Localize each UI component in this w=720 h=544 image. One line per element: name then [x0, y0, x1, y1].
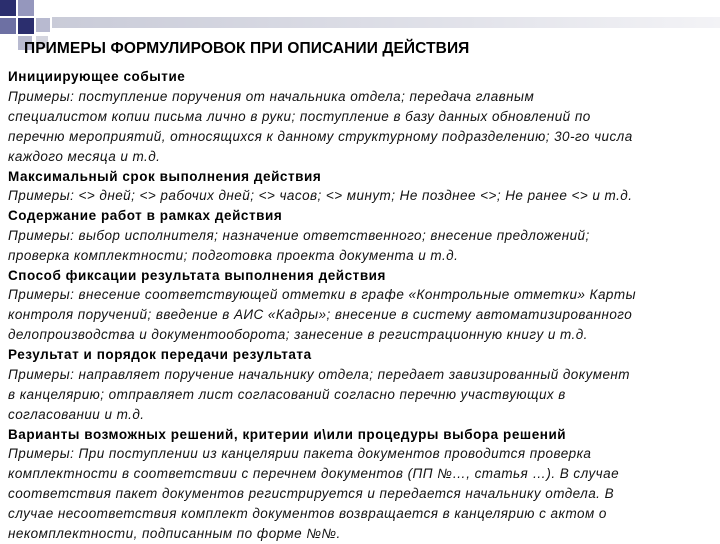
example-text-line: согласовании и т.д. [8, 405, 716, 425]
example-text-line: Примеры: <> дней; <> рабочих дней; <> часов; <> минут; Не позднее <>; Не ранее <> и т.д. [8, 186, 716, 206]
section-6 [8, 425, 716, 544]
deco-square-4 [18, 18, 34, 34]
page-title: ПРИМЕРЫ ФОРМУЛИРОВОК ПРИ ОПИСАНИИ ДЕЙСТВИЯ [24, 40, 714, 58]
example-text-line: Примеры: При поступлении из канцелярии пакета документов проводится проверка [8, 444, 716, 464]
example-text-line: специалистом копии письма лично в руки; поступление в базу данных обновлений по [8, 107, 716, 127]
document-body [8, 67, 716, 544]
example-text-line: перечню мероприятий, относящихся к данному структурному подразделению; 30-го числа [8, 127, 716, 147]
section-3 [8, 206, 716, 266]
deco-square-5 [36, 18, 50, 32]
example-text-line: некомплектности, подписанным по форме №№. [8, 524, 716, 544]
example-text-line: соответствия пакет документов регистрируется и передается начальнику отдела. В [8, 484, 716, 504]
deco-square-1 [0, 0, 16, 16]
example-text-line: Примеры: внесение соответствующей отметки в графе «Контрольные отметки» Карты [8, 285, 716, 305]
section-5 [8, 345, 716, 425]
example-text-line: делопроизводства и документооборота; занесение в регистрационную книгу и т.д. [8, 325, 716, 345]
section-heading: Способ фиксации результата выполнения действия [8, 266, 716, 286]
section-1 [8, 67, 716, 167]
section-2 [8, 167, 716, 207]
section-heading: Содержание работ в рамках действия [8, 206, 716, 226]
section-heading: Варианты возможных решений, критерии и\или процедуры выбора решений [8, 425, 716, 445]
deco-square-3 [0, 18, 16, 34]
deco-square-2 [18, 0, 34, 16]
example-text-line: случае несоответствия комплект документов возвращается в канцелярию с актом о [8, 504, 716, 524]
example-text-line: каждого месяца и т.д. [8, 147, 716, 167]
example-text-line: в канцелярию; отправляет лист согласований согласно перечню участвующих в [8, 385, 716, 405]
example-text-line: контроля поручений; введение в АИС «Кадры»; внесение в систему автоматизированного [8, 305, 716, 325]
header-gradient-bar [52, 17, 720, 28]
example-text-line: комплектности в соответствии с перечнем документов (ПП №…, статья …). В случае [8, 464, 716, 484]
example-text-line: Примеры: направляет поручение начальнику отдела; передает завизированный документ [8, 365, 716, 385]
example-text-line: проверка комплектности; подготовка проекта документа и т.д. [8, 246, 716, 266]
section-heading: Максимальный срок выполнения действия [8, 167, 716, 187]
section-4 [8, 266, 716, 346]
section-heading: Результат и порядок передачи результата [8, 345, 716, 365]
example-text-line: Примеры: выбор исполнителя; назначение ответственного; внесение предложений; [8, 226, 716, 246]
section-heading: Инициирующее событие [8, 67, 716, 87]
example-text-line: Примеры: поступление поручения от начальника отдела; передача главным [8, 87, 716, 107]
